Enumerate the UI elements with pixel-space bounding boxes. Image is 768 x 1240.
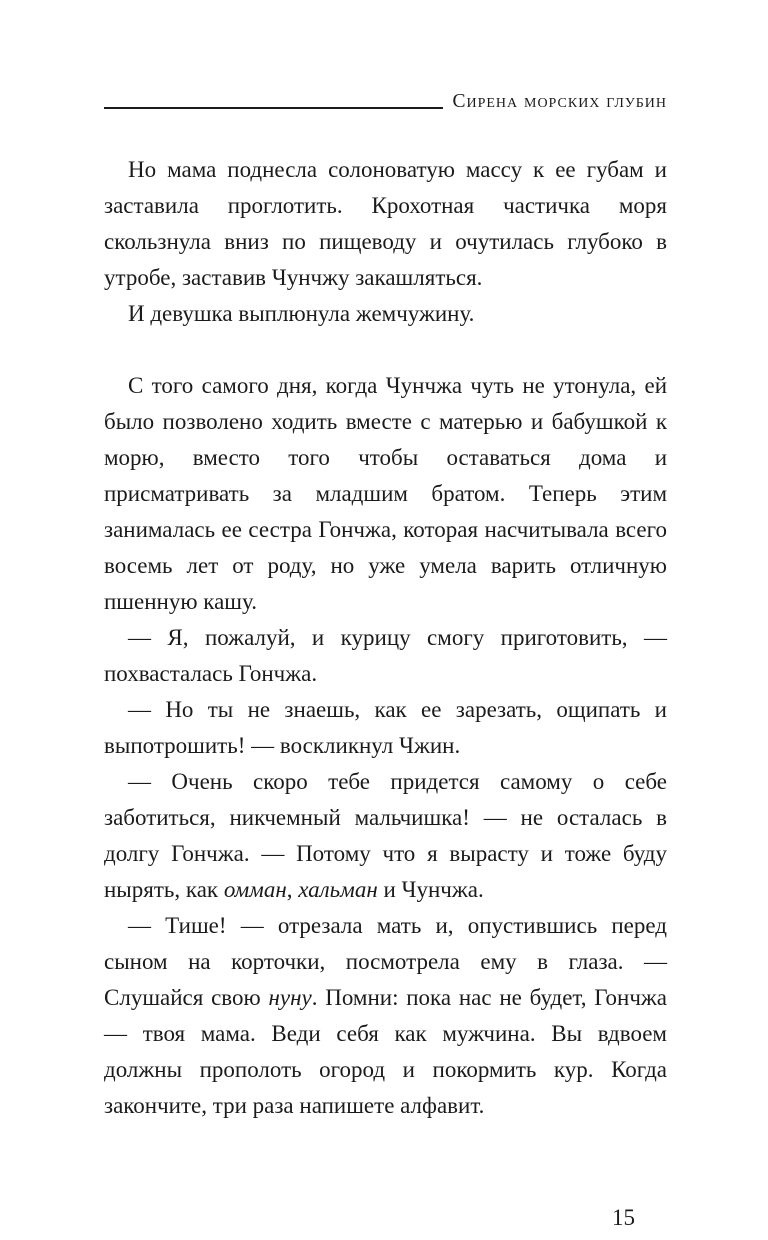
text-run: С того самого дня, когда Чунчжа чуть не утонула, ей было позволено ходить вместе с матерью и бабушкой к морю, вместо того чтобы оставаться дома и присматривать за младшим братом. Теперь этим занималась ее сестра Гончжа, которая насчитывала всего восемь лет от роду, но уже умела варить отличную пшенную кашу. [104, 373, 667, 614]
text-run: — Я, пожалуй, и курицу смогу приготовить, — похвасталась Гончжа. [104, 625, 667, 686]
paragraph [104, 296, 667, 332]
header-rule [104, 90, 443, 109]
body-text [104, 152, 667, 1124]
text-run: — Но ты не знаешь, как ее зарезать, ощипать и выпотрошить! — воскликнул Чжин. [104, 697, 667, 758]
paragraph [104, 152, 667, 296]
paragraph [104, 620, 667, 692]
text-run: И девушка выплюнула жемчужину. [128, 301, 475, 326]
text-run: — Тише! — отрезала мать и, опустившись перед сыном на корточки, посмотрела ему в глаза. — Слушайся свою [104, 913, 667, 1010]
text-run: и Чунчжа. [377, 877, 484, 902]
italic-term: омман [223, 877, 287, 902]
text-run: — Очень скоро тебе придется самому о себе заботиться, никчемный мальчишка! — не осталась в долгу Гончжа. — Потому что я вырасту и тоже буду нырять, как [104, 769, 667, 902]
text-run: . Помни: пока нас не будет, Гончжа — твоя мама. Веди себя как мужчина. Вы вдвоем должны прополоть огород и покормить кур. Когда закончите, три раза напишете алфавит. [104, 985, 667, 1118]
paragraph [104, 764, 667, 908]
paragraph [104, 368, 667, 620]
running-head-title: Сирена морских глубин [452, 91, 667, 112]
page-footer [612, 1200, 635, 1236]
italic-term: нуну [268, 985, 312, 1010]
text-run: Но мама поднесла солоноватую массу к ее губам и заставила проглотить. Крохотная частичка моря скользнула вниз по пищеводу и очутилась глубоко в утробе, заставив Чунчжу закашляться. [104, 157, 667, 290]
book-page [0, 90, 768, 1240]
running-header [104, 90, 667, 118]
paragraph [104, 908, 667, 1124]
paragraph [104, 692, 667, 764]
page-number: 15 [612, 1205, 635, 1230]
text-run: , [286, 877, 299, 902]
italic-term: хальман [298, 877, 378, 902]
